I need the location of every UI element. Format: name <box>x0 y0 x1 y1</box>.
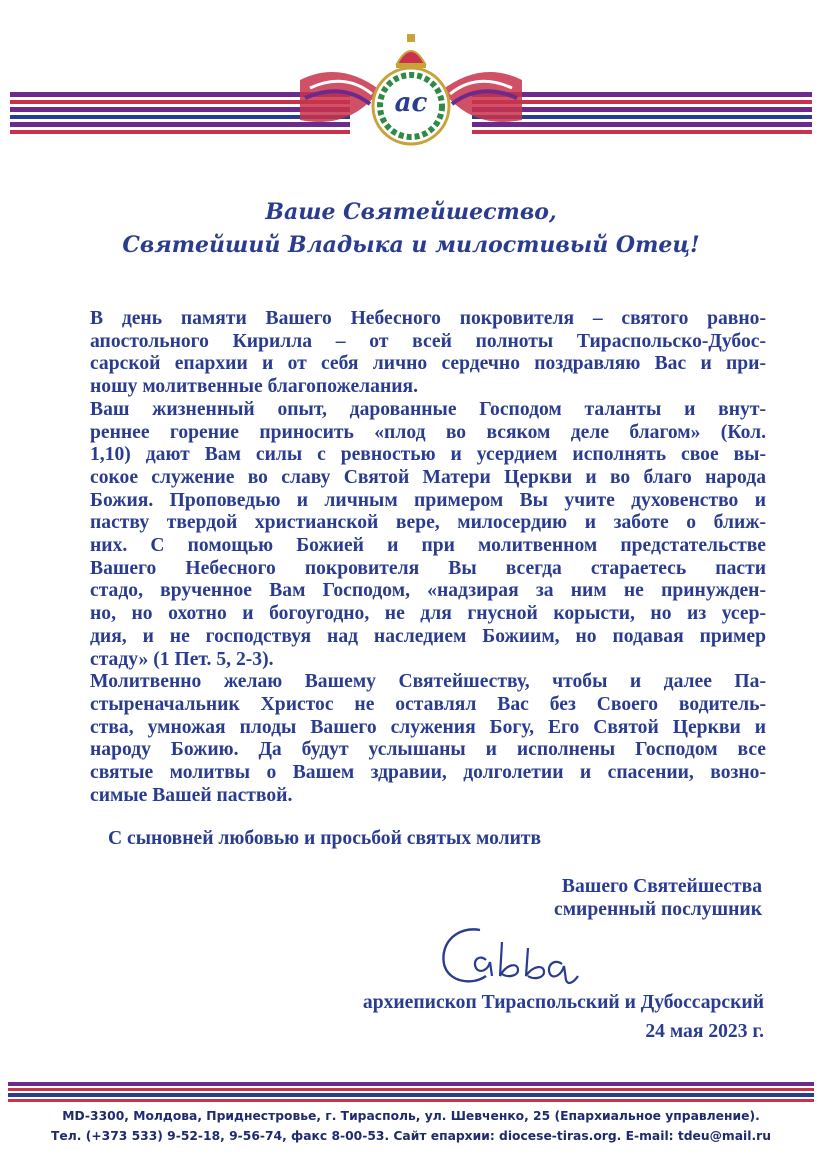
salutation <box>0 196 822 262</box>
footer-stripes <box>8 1082 814 1102</box>
body-line: Молитвенно желаю Вашему Святейшеству, чтобы и далее Па- <box>90 671 766 693</box>
body-line: народу Божию. Да будут услышаны и исполнены Господом все <box>90 739 766 761</box>
body-line: В день памяти Вашего Небесного покровителя – святого равно- <box>90 308 766 329</box>
body-line: ства, умножая плоды Вашего служения Богу, Его Святой Церкви и <box>90 716 766 738</box>
letter-body <box>90 308 766 807</box>
closing-line: С сыновней любовью и просьбой святых молитв <box>108 828 542 849</box>
body-line: 1,10) дают Вам силы с ревностью и усердием исполнять свое вы- <box>90 444 766 466</box>
body-line: них. С помощью Божией и при молитвенном предстательстве <box>90 535 766 557</box>
signature-block <box>554 876 762 921</box>
letterhead-emblem <box>0 20 822 160</box>
body-line: сарской епархии и от себя лично сердечно поздравляю Вас и при- <box>90 353 766 375</box>
footer-phones: Тел. (+373 533) 9-52-18, 9-56-74, факс 8-00-53. Сайт епархии: diocese-tiras.org. E-mail: tdeu@mail.ru <box>51 1129 771 1143</box>
body-line: апостольного Кирилла – от всей полноты Тираспольско-Дубос- <box>90 330 766 352</box>
body-line: симые Вашей паствой. <box>90 784 293 806</box>
body-line: стыреначальник Христос не оставлял Вас без Своего водитель- <box>90 693 766 715</box>
body-line: паству твердой христианской вере, милосердию и заботе о ближ- <box>90 512 766 534</box>
monogram-text: ас <box>394 88 428 118</box>
body-line: ношу молитвенные благопожелания. <box>90 376 419 398</box>
letter-date: 24 мая 2023 г. <box>645 1021 764 1042</box>
body-line: Вашего Небесного покровителя Вы всегда стараетесь пасти <box>90 557 766 579</box>
body-line: стаду» (1 Пет. 5, 2-3). <box>90 648 274 670</box>
footer-contacts <box>0 1106 822 1146</box>
paragraph-3 <box>90 671 766 807</box>
body-line: святые молитвы о Вашем здравии, долголетии и спасении, возно- <box>90 762 766 784</box>
footer-address: MD-3300, Молдова, Приднестровье, г. Тирасполь, ул. Шевченко, 25 (Епархиальное управление). <box>62 1109 760 1123</box>
body-line: но, но охотно и богоугодно, не для гнусной корысти, но из усер- <box>90 603 766 625</box>
body-line: сокое служение во славу Святой Матери Церкви и во благо народа <box>90 466 766 488</box>
body-line: Ваш жизненный опыт, дарованные Господом таланты и внут- <box>90 398 766 420</box>
paragraph-1 <box>90 308 766 399</box>
body-line: стадо, врученное Вам Господом, «надзирая за ним не принужден- <box>90 580 766 602</box>
author-title: архиепископ Тираспольский и Дубоссарский <box>362 992 764 1013</box>
body-line: реннее горение приносить «плод во всяком деле благом» (Кол. <box>90 421 766 443</box>
sig-line-1: Вашего Святейшества <box>561 876 762 897</box>
body-line: Божия. Проповедью и личным примером Вы учите духовенство и <box>90 489 766 511</box>
salutation-line-2: Святейший Владыка и милостивый Отец! <box>122 232 700 258</box>
handwritten-signature <box>428 920 608 1000</box>
body-line: дия, и не господствуя над наследием Божиим, но подавая пример <box>90 625 766 647</box>
sig-line-2: смиренный послушник <box>554 898 762 920</box>
paragraph-2 <box>90 399 766 671</box>
salutation-line-1: Ваше Святейшество, <box>265 199 557 225</box>
